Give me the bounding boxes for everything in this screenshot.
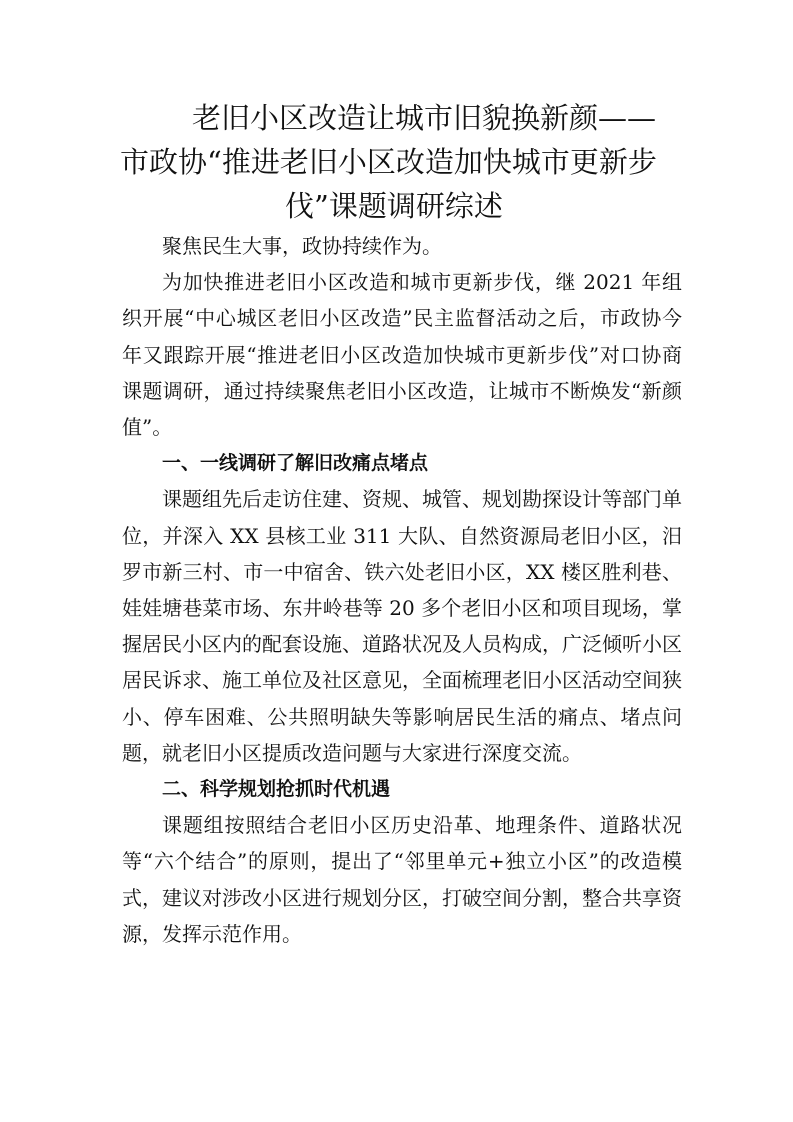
intro-paragraph: 聚焦民生大事，政协持续作为。 <box>162 234 442 258</box>
section-1-heading: 一、一线调研了解旧改痛点堵点 <box>162 452 429 475</box>
document-body <box>122 228 682 952</box>
section-2-heading: 二、科学规划抢抓时代机遇 <box>162 778 391 801</box>
title-line-1: 老旧小区改造让城市旧貌换新颜—— <box>192 101 657 135</box>
section-1-text: 课题组先后走访住建、资规、城管、规划勘探设计等部门单位，并深入 XX 县核工业 311 大队、自然资源局老旧小区，汨罗市新三村、市一中宿舍、铁六处老旧小区，XX 楼区胜利巷、娃娃塘巷菜市场、东井岭巷等 20 多个老旧小区和项目现场，掌握居民小区内的配套设施、道路状况及人员构成，广泛倾听小区居民诉求、施工单位及社区意见，全面梳理老旧小区活动空间狭小、停车困难、公共照明缺失等影响居民生活的痛点、堵点问题，就老旧小区提质改造问题与大家进行深度交流。 <box>122 487 682 765</box>
title-line-3: 伐”课题调研综述 <box>285 189 503 223</box>
section-2-text: 课题组按照结合老旧小区历史沿革、地理条件、道路状况等“六个结合”的原则，提出了“邻里单元+独立小区”的改造模式，建议对涉改小区进行规划分区，打破空间分割，整合共享资源，发挥示范作用。 <box>122 813 682 946</box>
paragraph-1: 为加快推进老旧小区改造和城市更新步伐，继 2021 年组织开展“中心城区老旧小区改造”民主监督活动之后，市政协今年又跟踪开展“推进老旧小区改造加快城市更新步伐”对口协商课题调研，通过持续聚焦老旧小区改造，让城市不断焕发“新颜值”。 <box>122 270 682 440</box>
document-title <box>118 96 678 228</box>
title-line-2: 市政协“推进老旧小区改造加快城市更新步 <box>120 145 657 179</box>
